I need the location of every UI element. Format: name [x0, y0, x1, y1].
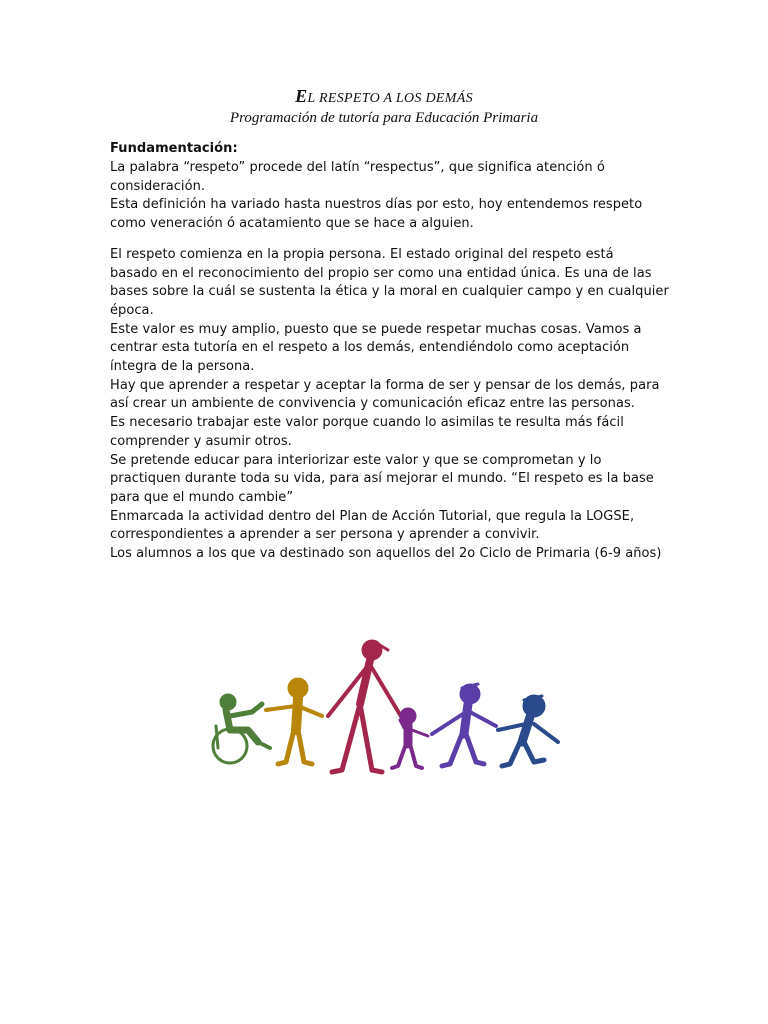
text-line: La palabra “respeto” procede del latín “respectus”, que significa atención ó	[110, 160, 605, 175]
text-line: para que el mundo cambie”	[110, 489, 294, 505]
section-heading: Fundamentación:	[110, 141, 238, 156]
title-block	[0, 86, 768, 127]
text-line: Se pretende educar para interiorizar este valor y que se comprometan y lo	[110, 452, 602, 468]
child-blue-figure	[498, 695, 558, 766]
wheelchair-child-figure	[213, 694, 270, 763]
text-line: Los alumnos a los que va destinado son aquellos del 2o Ciclo de Primaria (6-9 años)	[110, 546, 662, 562]
text-line: Esta definición ha variado hasta nuestros días por esto, hoy entendemos respeto	[110, 197, 643, 213]
text-line: Este valor es muy amplio, puesto que se puede respetar muchas cosas. Vamos a	[110, 321, 642, 337]
text-line: centrar esta tutoría en el respeto a los demás, entendiéndolo como aceptación	[110, 340, 630, 356]
document-body	[110, 140, 670, 564]
paragraph-2	[110, 246, 670, 564]
paragraph-gap	[110, 234, 670, 246]
text-line: correspondientes a aprender a ser persona y aprender a convivir.	[110, 527, 540, 543]
document-subtitle: Programación de tutoría para Educación Primaria	[229, 110, 539, 126]
text-line: Enmarcada la actividad dentro del Plan de Acción Tutorial, que regula la LOGSE,	[110, 508, 635, 524]
small-child-figure	[392, 708, 428, 768]
text-line: practiquen durante toda su vida, para así mejorar el mundo. “El respeto es la base	[110, 471, 654, 487]
text-line: íntegra de la persona.	[110, 359, 255, 375]
adult-figure	[328, 640, 402, 772]
paragraph-1	[110, 159, 670, 234]
child-purple-figure	[432, 684, 496, 766]
text-line: como veneración ó acatamiento que se hace a alguien.	[110, 216, 474, 232]
people-holding-hands-icon	[200, 630, 570, 780]
title-initial: E	[295, 86, 308, 106]
document-title	[0, 86, 768, 109]
text-line: comprender y asumir otros.	[110, 433, 292, 449]
text-line: Es necesario trabajar este valor porque cuando lo asimilas te resulta más fácil	[110, 415, 624, 431]
text-line: época.	[110, 302, 154, 318]
title-rest: L RESPETO A LOS DEMÁS	[307, 91, 473, 106]
text-line: así crear un ambiente de convivencia y comunicación eficaz entre las personas.	[110, 396, 635, 412]
text-line: basado en el reconocimiento del propio ser como una entidad única. Es una de las	[110, 265, 652, 281]
text-line: consideración.	[110, 178, 206, 194]
text-line: El respeto comienza en la propia persona. El estado original del respeto está	[110, 246, 614, 262]
text-line: Hay que aprender a respetar y aceptar la forma de ser y pensar de los demás, para	[110, 377, 660, 393]
child-orange-figure	[266, 678, 322, 764]
text-line: bases sobre la cuál se sustenta la ética y la moral en cualquier campo y en cualquier	[110, 284, 669, 300]
